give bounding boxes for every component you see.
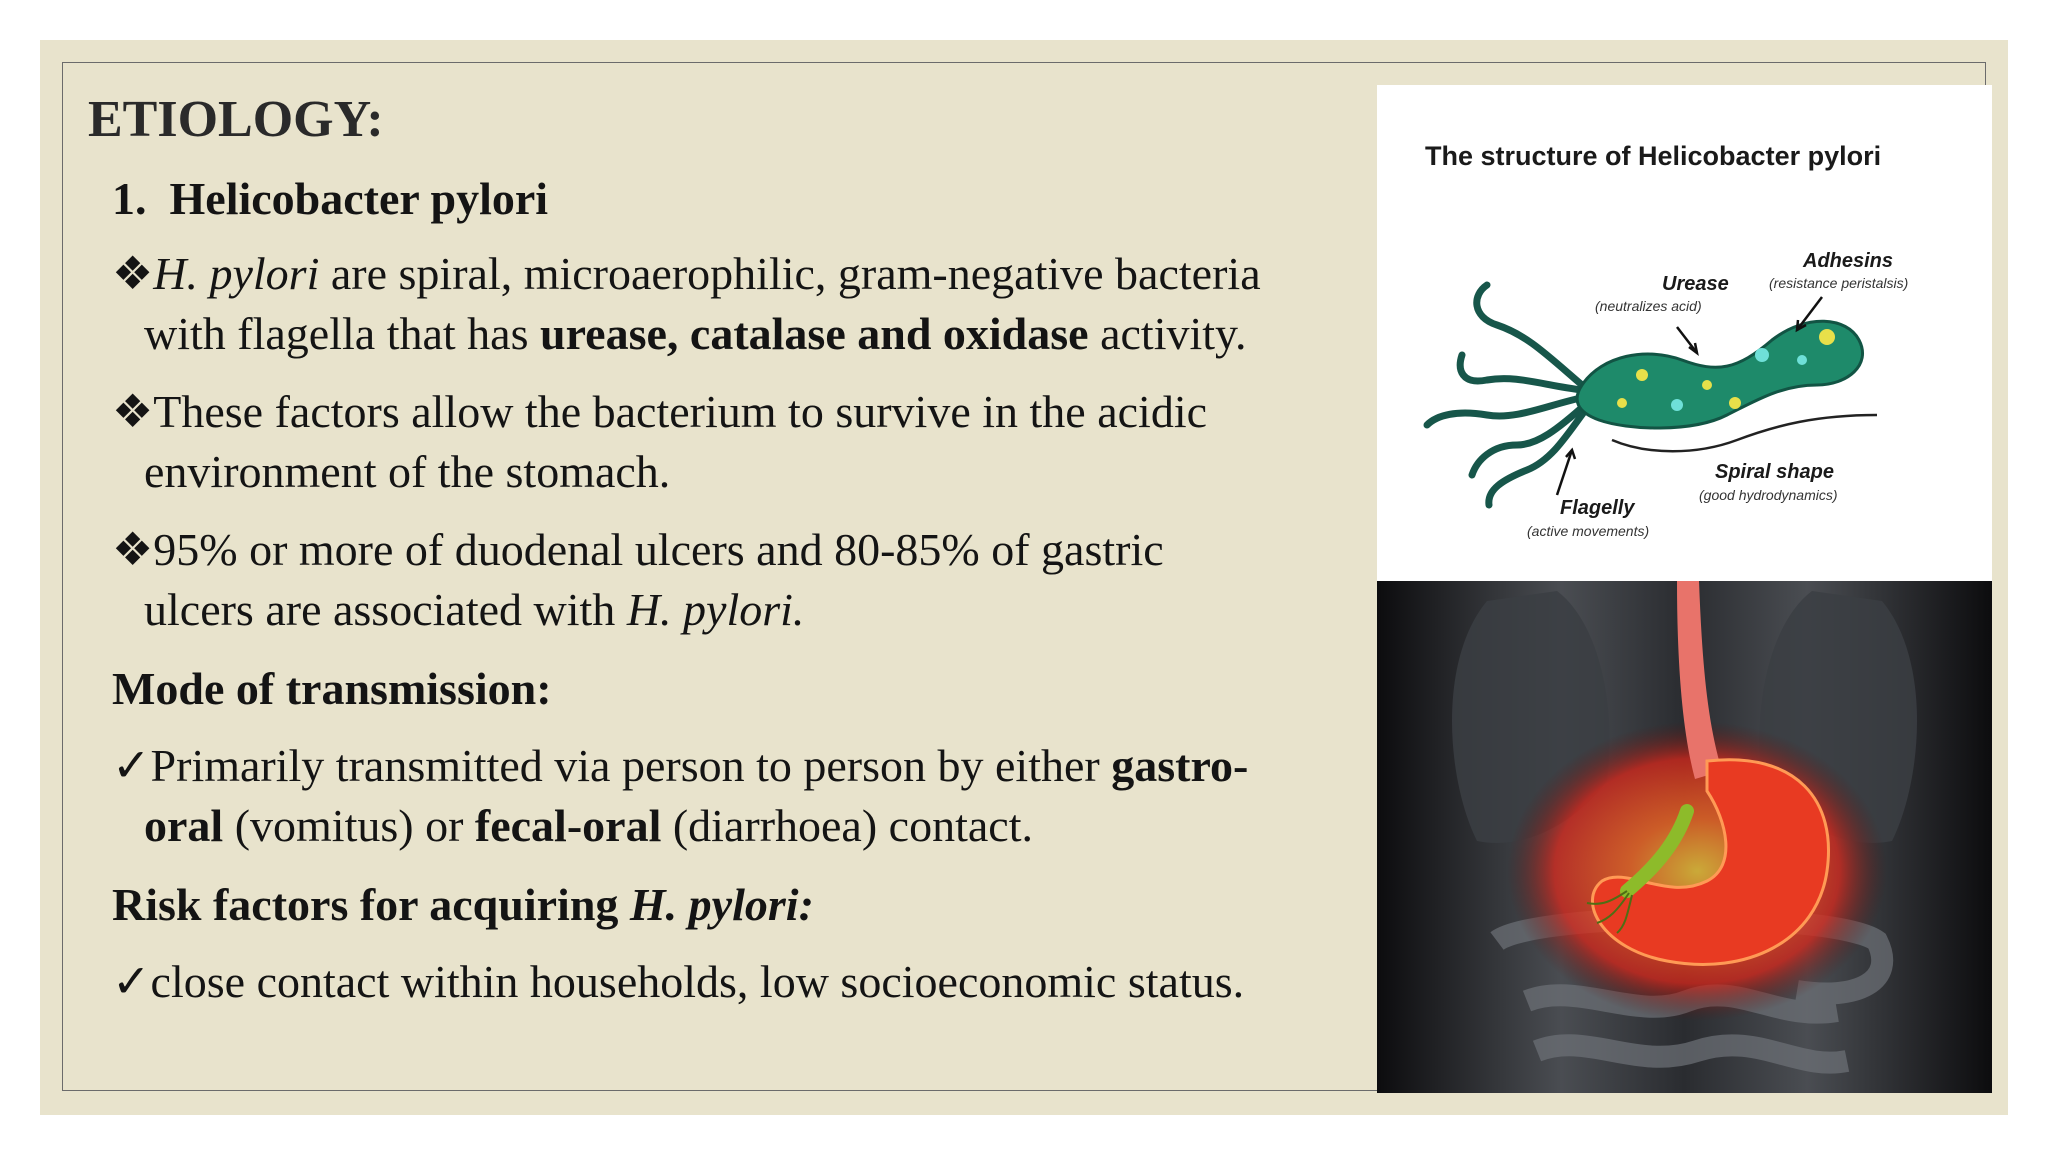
heading-number: 1.	[112, 173, 147, 224]
bullet-2	[112, 382, 1207, 502]
stomach-illustration	[1377, 581, 1992, 1093]
checkmark-icon: ✓	[112, 956, 151, 1007]
label-flagelly: Flagelly	[1560, 497, 1635, 519]
diamond-bullet-icon: ❖	[112, 386, 154, 437]
stomach-anatomy-image	[1377, 581, 1992, 1093]
label-spiral: Spiral shape	[1715, 461, 1834, 483]
heading-text: Helicobacter pylori	[169, 173, 549, 224]
bullet-1-line-2: with flagella that has urease, catalase and oxidase activity.	[144, 308, 1247, 359]
diamond-bullet-icon: ❖	[112, 248, 154, 299]
hpylori-structure-diagram	[1377, 85, 1992, 581]
bullet-3-line-2: ulcers are associated with H. pylori.	[144, 584, 805, 635]
bacterium-illustration	[1377, 85, 1992, 581]
mode-heading: Mode of transmission:	[112, 663, 552, 714]
diamond-bullet-icon: ❖	[112, 524, 154, 575]
label-urease-sub: (neutralizes acid)	[1595, 298, 1702, 314]
bullet-3-line-1: ❖95% or more of duodenal ulcers and 80-85% of gastric	[112, 524, 1164, 575]
heading-helicobacter	[112, 172, 548, 225]
checkmark-icon: ✓	[112, 740, 151, 791]
bullet-3	[112, 520, 1164, 640]
bullet-1-line-1: ❖H. pylori are spiral, microaerophilic, gram-negative bacteria	[112, 248, 1261, 299]
mode-line-2: oral (vomitus) or fecal-oral (diarrhoea) contact.	[144, 800, 1033, 851]
risk-item: ✓close contact within households, low socioeconomic status.	[112, 956, 1245, 1007]
label-spiral-sub: (good hydrodynamics)	[1699, 487, 1838, 503]
label-urease: Urease	[1662, 273, 1729, 295]
mode-line-1: ✓Primarily transmitted via person to person by either gastro-	[112, 740, 1249, 791]
bullet-2-line-1: ❖These factors allow the bacterium to survive in the acidic	[112, 386, 1208, 437]
label-flagelly-sub: (active movements)	[1527, 523, 1650, 539]
slide-title: ETIOLOGY:	[88, 91, 384, 148]
bullet-2-line-2: environment of the stomach.	[144, 446, 671, 497]
mode-item	[112, 736, 1248, 856]
bullet-1	[112, 244, 1261, 364]
slide	[40, 40, 2008, 1115]
label-adhesins-sub: (resistance peristalsis)	[1769, 275, 1909, 291]
risk-heading: Risk factors for acquiring H. pylori:	[112, 879, 814, 930]
diagram-title: The structure of Helicobacter pylori	[1425, 141, 1882, 171]
label-adhesins: Adhesins	[1803, 250, 1894, 272]
